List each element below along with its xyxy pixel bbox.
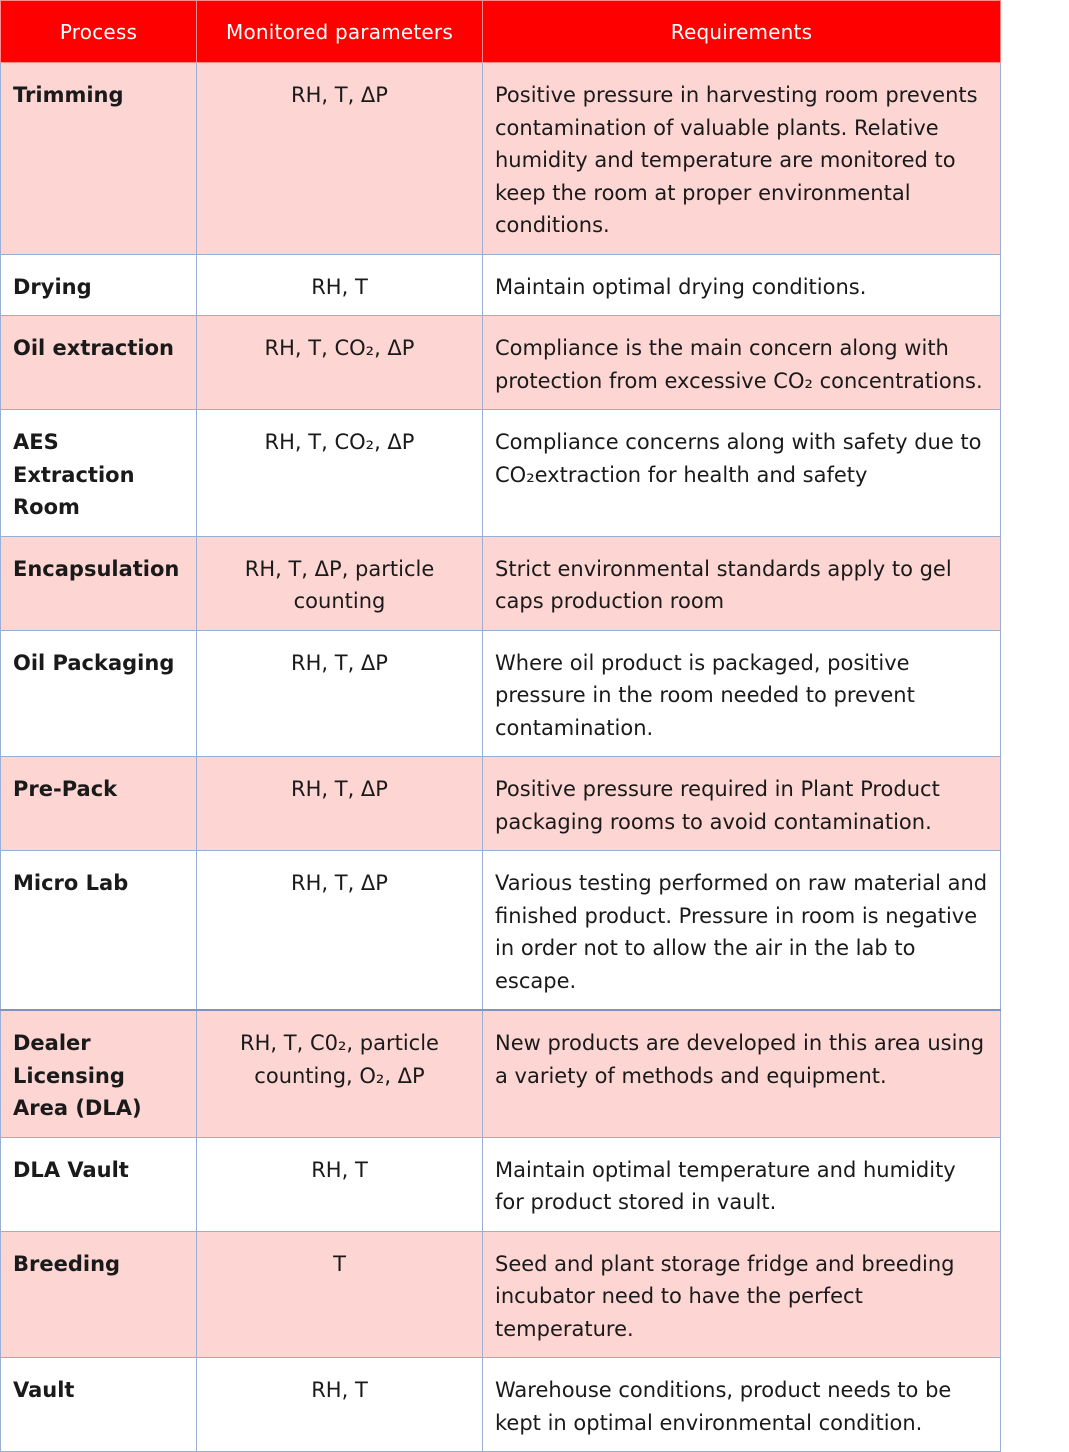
table-row bbox=[1, 1358, 1001, 1452]
process-cell: Micro Lab bbox=[1, 851, 197, 1011]
header-requirements: Requirements bbox=[483, 1, 1001, 63]
process-cell: Trimming bbox=[1, 63, 197, 255]
requirements-cell: Compliance is the main concern along with protection from excessive CO₂ concentrations. bbox=[483, 316, 1001, 410]
parameters-cell: RH, T, ΔP, particle counting bbox=[197, 536, 483, 630]
table-row bbox=[1, 1010, 1001, 1137]
process-cell: Breeding bbox=[1, 1231, 197, 1358]
process-cell: AES Extraction Room bbox=[1, 410, 197, 537]
parameters-cell: RH, T, C0₂, particle counting, O₂, ΔP bbox=[197, 1010, 483, 1137]
parameters-cell: RH, T, ΔP bbox=[197, 851, 483, 1011]
requirements-cell: Where oil product is packaged, positive pressure in the room needed to prevent contamination. bbox=[483, 630, 1001, 757]
process-cell: Dealer Licensing Area (DLA) bbox=[1, 1010, 197, 1137]
process-cell: Pre-Pack bbox=[1, 757, 197, 851]
parameters-cell: RH, T bbox=[197, 1358, 483, 1452]
table-row bbox=[1, 63, 1001, 255]
parameters-cell: T bbox=[197, 1231, 483, 1358]
table-row bbox=[1, 630, 1001, 757]
process-cell: DLA Vault bbox=[1, 1137, 197, 1231]
requirements-cell: Strict environmental standards apply to gel caps production room bbox=[483, 536, 1001, 630]
table-row bbox=[1, 316, 1001, 410]
parameters-cell: RH, T bbox=[197, 1137, 483, 1231]
requirements-cell: Compliance concerns along with safety due to CO₂extraction for health and safety bbox=[483, 410, 1001, 537]
requirements-cell: Positive pressure required in Plant Product packaging rooms to avoid contamination. bbox=[483, 757, 1001, 851]
requirements-cell: Positive pressure in harvesting room prevents contamination of valuable plants. Relative humidity and temperature are monitored to keep the room at proper environmental conditions. bbox=[483, 63, 1001, 255]
parameters-cell: RH, T, ΔP bbox=[197, 63, 483, 255]
parameters-cell: RH, T bbox=[197, 254, 483, 316]
table-row bbox=[1, 851, 1001, 1011]
parameters-cell: RH, T, ΔP bbox=[197, 757, 483, 851]
parameters-cell: RH, T, CO₂, ΔP bbox=[197, 316, 483, 410]
requirements-cell: Maintain optimal drying conditions. bbox=[483, 254, 1001, 316]
header-row bbox=[1, 1, 1001, 63]
parameters-cell: RH, T, ΔP bbox=[197, 630, 483, 757]
table-row bbox=[1, 1137, 1001, 1231]
requirements-cell: Various testing performed on raw material and finished product. Pressure in room is negative in order not to allow the air in the lab to escape. bbox=[483, 851, 1001, 1011]
header-process: Process bbox=[1, 1, 197, 63]
table-row bbox=[1, 410, 1001, 537]
table-row bbox=[1, 1231, 1001, 1358]
requirements-cell: Maintain optimal temperature and humidity for product stored in vault. bbox=[483, 1137, 1001, 1231]
table-row bbox=[1, 757, 1001, 851]
requirements-cell: Seed and plant storage fridge and breeding incubator need to have the perfect temperature. bbox=[483, 1231, 1001, 1358]
process-cell: Encapsulation bbox=[1, 536, 197, 630]
table-row bbox=[1, 254, 1001, 316]
process-cell: Oil extraction bbox=[1, 316, 197, 410]
process-cell: Drying bbox=[1, 254, 197, 316]
header-parameters: Monitored parameters bbox=[197, 1, 483, 63]
parameters-cell: RH, T, CO₂, ΔP bbox=[197, 410, 483, 537]
table-row bbox=[1, 536, 1001, 630]
requirements-cell: Warehouse conditions, product needs to be kept in optimal environmental condition. bbox=[483, 1358, 1001, 1452]
process-cell: Oil Packaging bbox=[1, 630, 197, 757]
requirements-cell: New products are developed in this area using a variety of methods and equipment. bbox=[483, 1010, 1001, 1137]
process-cell: Vault bbox=[1, 1358, 197, 1452]
